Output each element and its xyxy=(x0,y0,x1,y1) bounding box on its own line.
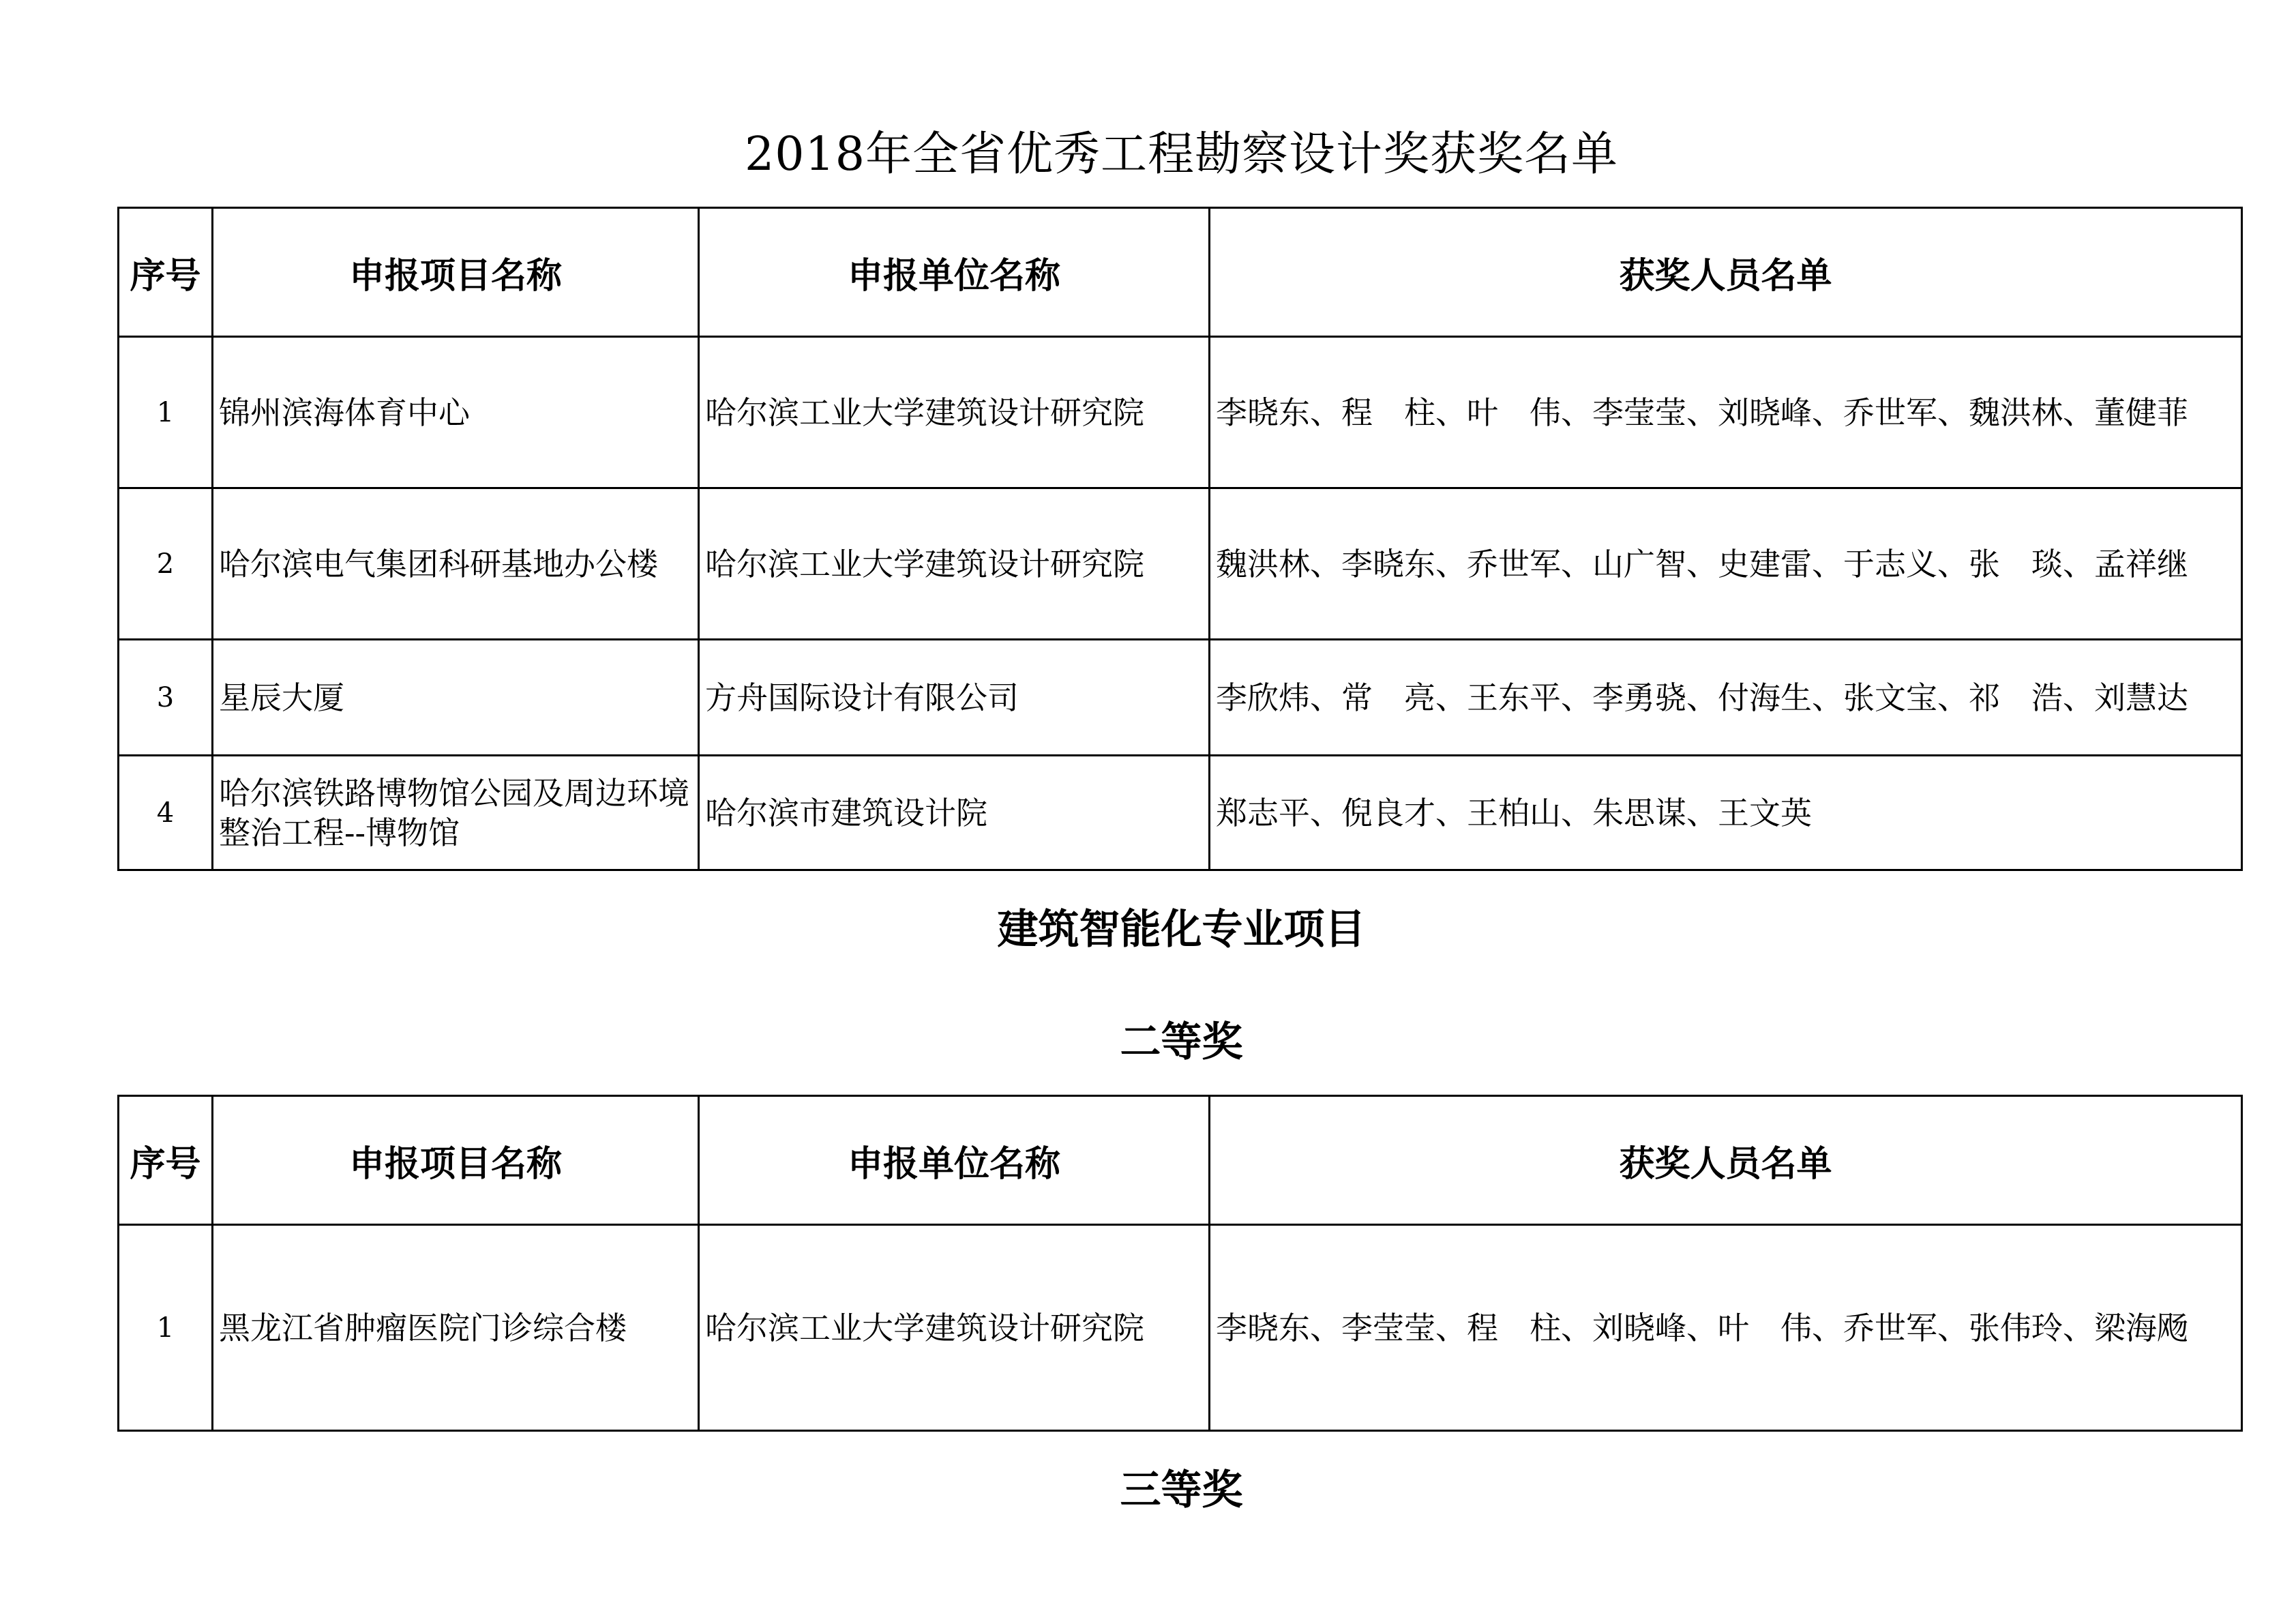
award-table-2 xyxy=(117,1095,2243,1432)
row-unit: 哈尔滨市建筑设计院 xyxy=(699,756,1210,870)
row-winners: 李欣炜、常 亮、王东平、李勇骁、付海生、张文宝、祁 浩、刘慧达 xyxy=(1210,640,2242,756)
table-row xyxy=(119,337,2242,488)
third-prize-heading: 三等奖 xyxy=(1120,1466,1243,1514)
row-winners: 李晓东、李莹莹、程 柱、刘晓峰、叶 伟、乔世军、张伟玲、梁海飏 xyxy=(1210,1225,2242,1431)
section-category-heading: 建筑智能化专业项目 xyxy=(997,906,1366,954)
row-winners: 魏洪林、李晓东、乔世军、山广智、史建雷、于志义、张 琰、孟祥继 xyxy=(1210,488,2242,640)
header-no: 序号 xyxy=(119,1096,213,1225)
row-project: 哈尔滨铁路博物馆公园及周边环境整治工程--博物馆 xyxy=(213,756,699,870)
header-project: 申报项目名称 xyxy=(213,208,699,337)
row-winners: 李晓东、程 柱、叶 伟、李莹莹、刘晓峰、乔世军、魏洪林、董健菲 xyxy=(1210,337,2242,488)
table-row xyxy=(119,1225,2242,1431)
row-no: 4 xyxy=(119,756,213,870)
table-header-row xyxy=(119,208,2242,337)
table-row xyxy=(119,488,2242,640)
page-title: 2018年全省优秀工程勘察设计奖获奖名单 xyxy=(744,128,1619,181)
row-unit: 哈尔滨工业大学建筑设计研究院 xyxy=(699,488,1210,640)
header-unit: 申报单位名称 xyxy=(699,1096,1210,1225)
header-winners: 获奖人员名单 xyxy=(1210,208,2242,337)
table-row xyxy=(119,640,2242,756)
row-unit: 哈尔滨工业大学建筑设计研究院 xyxy=(699,337,1210,488)
header-winners: 获奖人员名单 xyxy=(1210,1096,2242,1225)
row-project: 哈尔滨电气集团科研基地办公楼 xyxy=(213,488,699,640)
row-no: 2 xyxy=(119,488,213,640)
row-no: 1 xyxy=(119,337,213,488)
row-project: 黑龙江省肿瘤医院门诊综合楼 xyxy=(213,1225,699,1431)
row-unit: 哈尔滨工业大学建筑设计研究院 xyxy=(699,1225,1210,1431)
table-header-row xyxy=(119,1096,2242,1225)
row-no: 3 xyxy=(119,640,213,756)
row-unit: 方舟国际设计有限公司 xyxy=(699,640,1210,756)
table-row xyxy=(119,756,2242,870)
header-unit: 申报单位名称 xyxy=(699,208,1210,337)
row-winners: 郑志平、倪良才、王柏山、朱思谋、王文英 xyxy=(1210,756,2242,870)
row-project: 星辰大厦 xyxy=(213,640,699,756)
header-project: 申报项目名称 xyxy=(213,1096,699,1225)
second-prize-heading: 二等奖 xyxy=(1120,1018,1243,1066)
award-table-1 xyxy=(117,207,2243,871)
header-no: 序号 xyxy=(119,208,213,337)
row-no: 1 xyxy=(119,1225,213,1431)
row-project: 锦州滨海体育中心 xyxy=(213,337,699,488)
